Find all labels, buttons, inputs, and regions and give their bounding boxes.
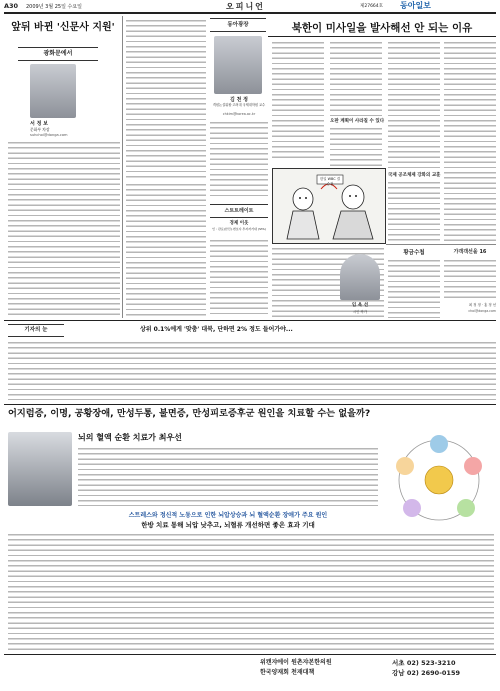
col1-email: suhchoi@donga.com (30, 133, 68, 137)
cartoon-side-text (210, 238, 268, 318)
ad-footer-rule (4, 654, 496, 655)
hwanghon-byline-sub: 시인·작가 (352, 310, 368, 314)
ad-subhead: 뇌의 혈액 순환 치료가 최우선 (78, 433, 182, 442)
row-divider (4, 320, 496, 321)
gagyeok-rubric: 가객객선을 16 (453, 249, 487, 255)
issue-number: 제27664호 (360, 4, 384, 9)
col1-body-text (8, 140, 120, 318)
brand-logo: 동아일보 (400, 1, 431, 10)
col1-byline-sub: 문화부 차장 (30, 127, 50, 132)
gija-body-text (8, 340, 496, 400)
col1-rubric: 광화문에서 (43, 50, 73, 57)
ad-diagram (384, 430, 494, 530)
hwanghon-body-text (388, 258, 440, 318)
gija-rubric: 기자의 눈 (24, 327, 48, 333)
col1-byline: 서 정 보 (30, 121, 48, 127)
main-body-text-a (272, 40, 324, 160)
hwanghon-byline: 임 옥 선 (351, 303, 369, 308)
cartoon-rubric: 스트트레이트 (224, 208, 254, 214)
col-divider (122, 16, 123, 318)
main-subhead-2: 국제 공조체제 강화의 교훈 (388, 173, 441, 178)
hwanghon-rubric: 황금수첩 (403, 250, 425, 256)
ad-tagline-2: 한방 치료 통해 뇌압 낮추고, 뇌혈류 개선하면 좋은 효과 기대 (141, 521, 315, 529)
main-body-text-f (444, 40, 496, 242)
ad-body-text (8, 532, 494, 652)
ad-phone-2: 02) 2690-0159 (406, 669, 460, 677)
main-body-text-b (330, 40, 382, 116)
main-subhead-1: 오판 계획이 사라질 수 있다 (330, 119, 385, 124)
col2-author-photo (214, 36, 262, 94)
ad-phone-row-1 (392, 658, 496, 668)
cartoon-rubric-frame (210, 204, 268, 218)
col2-rubric-frame (210, 18, 266, 32)
page-number: A30 (4, 2, 19, 10)
page-date: 2009년 3월 25일 수요일 (26, 4, 83, 10)
col2-body-text-b (126, 182, 206, 318)
ad-clinic-1: 위캔쟈에이 원촌쟈본한의원 (260, 659, 332, 666)
col2-body-text-a (126, 18, 206, 178)
gija-rubric-frame (8, 324, 64, 337)
ad-phone-1: 02) 523-3210 (406, 659, 456, 667)
ad-phone-label-2: 강남 (392, 669, 405, 677)
section-title: 오피니언 (226, 2, 265, 11)
cartoon-sub: 인 : 관료(한민)·변호사·투자자거대 (STA) (212, 227, 266, 231)
cartoon-label: 한일 WBC 결승전 (320, 177, 340, 186)
ad-clinic-block (260, 658, 390, 688)
hwanghon-author-photo (340, 254, 380, 300)
col2-side-text (210, 120, 268, 200)
gija-headline: 상위 0.1%에게 '맞춤' 대북, 단하면 2% 정도 들어가야... (140, 326, 293, 333)
gagyeok-credit: 최 정 정 · 홍 정 선 (468, 303, 496, 307)
main-body-text-d (388, 40, 440, 172)
col2-byline: 김 천 정 (230, 97, 248, 103)
main-headline: 북한이 미사일을 발사해선 안 되는 이유 (291, 22, 473, 34)
main-body-text-e (388, 180, 440, 242)
col2-email: chkim@korea.ac.kr (222, 112, 256, 116)
main-headline-rule (268, 36, 496, 37)
col2-byline-sub: 객원논설위원·고려대 국제대학원 교수 (212, 103, 266, 107)
ad-diagram-graphic (384, 430, 494, 530)
ad-clinic-2: 한국양재회 천재대책 (260, 669, 315, 676)
cartoon-panel (272, 168, 386, 244)
col1-headline: 앞뒤 바뀐 '신문사 지원' (11, 22, 115, 33)
ad-phone-label-1: 서초 (392, 659, 405, 667)
col2-rubric: 동아광장 (227, 22, 249, 28)
ad-phone-block (392, 658, 496, 678)
ad-headline: 어지럼증, 이명, 공황장애, 만성두통, 불면증, 만성피로증후군 원인을 치료할 수는 없을까? (8, 408, 371, 419)
ad-phone-row-2 (392, 668, 496, 678)
col1-rubric-frame (18, 47, 98, 61)
ad-top-rule (4, 404, 496, 405)
ad-doctor-photo (8, 432, 72, 506)
ad-intro-text (78, 446, 378, 506)
hwanghon-top-rule (386, 244, 496, 245)
ad-tagline-1: 스트레스와 정신적 노동으로 인한 뇌압상승과 뇌 혈액순환 장애가 주요 원인 (128, 512, 328, 519)
cartoon-byline: 경제 이웃 (229, 221, 249, 226)
masthead-rule (4, 12, 496, 14)
gagyeok-body-text (444, 258, 496, 300)
gagyeok-email: choi@donga.com (468, 309, 496, 313)
col1-author-photo (30, 64, 76, 118)
